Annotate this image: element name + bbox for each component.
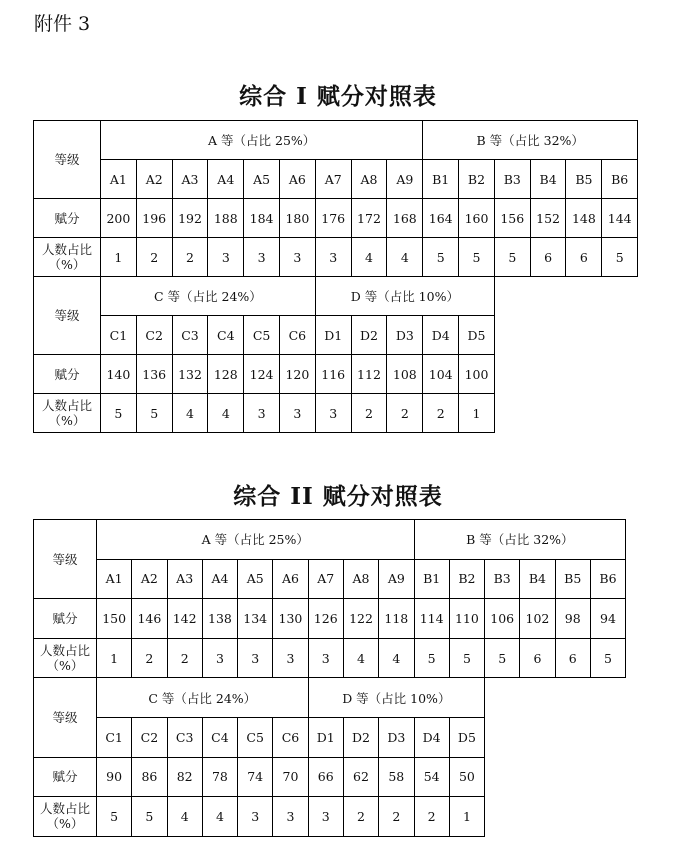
score-cell: 136: [136, 355, 172, 394]
grade-code-cell: B5: [566, 160, 602, 199]
grade-code-cell: C5: [238, 717, 273, 757]
group-header-row: [34, 520, 626, 560]
percent-cell: 5: [449, 638, 484, 678]
grade-code-cell: D1: [308, 717, 343, 757]
percent-cell: 3: [279, 238, 315, 277]
grade-code-cell: C1: [101, 316, 137, 355]
score-cell: 66: [308, 757, 343, 797]
score-cell: 106: [485, 599, 520, 639]
percent-cell: 2: [351, 394, 387, 433]
grade-label: 等级: [34, 277, 101, 355]
percent-cell: 4: [208, 394, 244, 433]
grade-code-row: [34, 316, 638, 355]
grade-code-cell: D5: [459, 316, 495, 355]
percent-cell: 5: [602, 238, 638, 277]
percent-cell: 5: [414, 638, 449, 678]
score-cell: 94: [590, 599, 625, 639]
percent-cell: 3: [244, 394, 280, 433]
percent-cell: 5: [97, 797, 132, 837]
percent-cell: 3: [308, 797, 343, 837]
grade-code-cell: A8: [343, 559, 378, 599]
grade-code-cell: D4: [423, 316, 459, 355]
score-row: [34, 355, 638, 394]
grade-code-cell: C6: [273, 717, 308, 757]
score-cell: 100: [459, 355, 495, 394]
percent-cell: 6: [566, 238, 602, 277]
score-cell: 164: [423, 199, 459, 238]
blank-cell: [485, 757, 626, 797]
grade-code-row: [34, 717, 626, 757]
attachment-label: 附件 3: [34, 13, 91, 35]
grade-label: 等级: [34, 121, 101, 199]
grade-code-cell: A3: [167, 559, 202, 599]
grade-code-cell: A6: [279, 160, 315, 199]
grade-code-cell: A2: [136, 160, 172, 199]
grade-code-cell: D3: [387, 316, 423, 355]
percent-cell: 6: [555, 638, 590, 678]
percent-cell: 4: [387, 238, 423, 277]
grade-code-cell: A9: [379, 559, 414, 599]
blank-cell: [485, 797, 626, 837]
percent-cell: 5: [136, 394, 172, 433]
grade-code-cell: B6: [590, 559, 625, 599]
group-header: C 等（占比 24%）: [101, 277, 316, 316]
percent-cell: 4: [167, 797, 202, 837]
score-cell: 160: [459, 199, 495, 238]
grade-code-cell: D4: [414, 717, 449, 757]
group-header: B 等（占比 32%）: [414, 520, 626, 560]
grade-code-cell: A4: [202, 559, 237, 599]
score-cell: 90: [97, 757, 132, 797]
percent-label: [34, 797, 97, 837]
percent-cell: 6: [520, 638, 555, 678]
grade-code-cell: D3: [379, 717, 414, 757]
percent-label-line2: （%）: [46, 658, 84, 674]
table2: [33, 519, 626, 837]
grade-code-cell: D5: [449, 717, 484, 757]
blank-cell: [494, 316, 637, 355]
percent-cell: 3: [315, 238, 351, 277]
score-cell: 122: [343, 599, 378, 639]
grade-code-cell: A5: [244, 160, 280, 199]
grade-code-cell: A1: [97, 559, 132, 599]
percent-label: [34, 394, 101, 433]
score-cell: 144: [602, 199, 638, 238]
percent-label: [34, 238, 101, 277]
grade-code-cell: C3: [172, 316, 208, 355]
score-cell: 118: [379, 599, 414, 639]
score-cell: 126: [308, 599, 343, 639]
grade-code-cell: C1: [97, 717, 132, 757]
percent-cell: 1: [459, 394, 495, 433]
score-cell: 62: [343, 757, 378, 797]
percent-cell: 1: [449, 797, 484, 837]
score-cell: 110: [449, 599, 484, 639]
blank-cell: [494, 277, 637, 316]
grade-code-cell: B3: [485, 559, 520, 599]
score-cell: 134: [238, 599, 273, 639]
percent-cell: 5: [485, 638, 520, 678]
percent-label: [34, 638, 97, 678]
percent-cell: 3: [273, 797, 308, 837]
grade-code-cell: A8: [351, 160, 387, 199]
score-cell: 140: [101, 355, 137, 394]
grade-code-cell: C6: [279, 316, 315, 355]
percent-cell: 5: [494, 238, 530, 277]
percent-cell: 2: [136, 238, 172, 277]
score-cell: 180: [279, 199, 315, 238]
score-cell: 188: [208, 199, 244, 238]
score-cell: 54: [414, 757, 449, 797]
percent-cell: 4: [343, 638, 378, 678]
grade-code-cell: C2: [132, 717, 167, 757]
percent-cell: 5: [459, 238, 495, 277]
grade-code-cell: A7: [308, 559, 343, 599]
score-cell: 116: [315, 355, 351, 394]
grade-code-cell: B6: [602, 160, 638, 199]
percent-cell: 2: [343, 797, 378, 837]
score-label: 赋分: [34, 199, 101, 238]
percent-label-line1: 人数占比: [41, 242, 92, 257]
score-row: [34, 757, 626, 797]
percent-cell: 3: [279, 394, 315, 433]
score-cell: 98: [555, 599, 590, 639]
score-cell: 138: [202, 599, 237, 639]
percent-cell: 3: [238, 797, 273, 837]
grade-code-cell: A5: [238, 559, 273, 599]
score-cell: 192: [172, 199, 208, 238]
percent-cell: 3: [238, 638, 273, 678]
percent-cell: 1: [101, 238, 137, 277]
percent-cell: 2: [167, 638, 202, 678]
grade-code-cell: B4: [520, 559, 555, 599]
grade-code-cell: D2: [343, 717, 378, 757]
percent-label-line1: 人数占比: [39, 801, 90, 817]
percent-cell: 5: [101, 394, 137, 433]
blank-cell: [494, 394, 637, 433]
group-header: D 等（占比 10%）: [308, 678, 484, 718]
grade-code-cell: B1: [414, 559, 449, 599]
score-cell: 120: [279, 355, 315, 394]
score-cell: 156: [494, 199, 530, 238]
score-cell: 152: [530, 199, 566, 238]
percent-cell: 2: [423, 394, 459, 433]
score-cell: 78: [202, 757, 237, 797]
table1-title: 综合 I 赋分对照表: [239, 83, 437, 110]
grade-code-cell: B2: [449, 559, 484, 599]
group-header-row: [34, 121, 638, 160]
percent-label-line1: 人数占比: [41, 398, 92, 413]
grade-code-cell: B2: [459, 160, 495, 199]
score-cell: 70: [273, 757, 308, 797]
score-cell: 104: [423, 355, 459, 394]
table1: [33, 120, 638, 433]
score-cell: 148: [566, 199, 602, 238]
percent-cell: 3: [315, 394, 351, 433]
grade-code-cell: A6: [273, 559, 308, 599]
percent-cell: 4: [172, 394, 208, 433]
score-cell: 50: [449, 757, 484, 797]
percent-cell: 2: [379, 797, 414, 837]
grade-code-cell: B3: [494, 160, 530, 199]
score-cell: 150: [97, 599, 132, 639]
percent-cell: 5: [132, 797, 167, 837]
group-header: A 等（占比 25%）: [101, 121, 423, 160]
percent-cell: 5: [590, 638, 625, 678]
grade-code-cell: D2: [351, 316, 387, 355]
score-cell: 102: [520, 599, 555, 639]
grade-code-cell: B5: [555, 559, 590, 599]
percent-cell: 3: [273, 638, 308, 678]
score-cell: 146: [132, 599, 167, 639]
score-label: 赋分: [34, 599, 97, 639]
score-row: [34, 599, 626, 639]
percent-cell: 4: [351, 238, 387, 277]
grade-code-cell: C4: [202, 717, 237, 757]
percent-cell: 6: [530, 238, 566, 277]
percent-cell: 4: [202, 797, 237, 837]
score-cell: 128: [208, 355, 244, 394]
score-label: 赋分: [34, 757, 97, 797]
score-cell: 114: [414, 599, 449, 639]
percent-cell: 3: [308, 638, 343, 678]
percent-cell: 2: [387, 394, 423, 433]
score-cell: 168: [387, 199, 423, 238]
blank-cell: [485, 678, 626, 718]
score-cell: 130: [273, 599, 308, 639]
percent-label-line2: （%）: [48, 257, 86, 272]
grade-code-cell: B1: [423, 160, 459, 199]
score-cell: 82: [167, 757, 202, 797]
grade-code-cell: A1: [101, 160, 137, 199]
grade-code-cell: A7: [315, 160, 351, 199]
score-cell: 86: [132, 757, 167, 797]
table2-title: 综合 II 赋分对照表: [233, 483, 443, 510]
percent-cell: 3: [244, 238, 280, 277]
grade-code-cell: C4: [208, 316, 244, 355]
score-cell: 124: [244, 355, 280, 394]
percent-cell: 3: [202, 638, 237, 678]
percent-cell: 4: [379, 638, 414, 678]
percent-row: [34, 238, 638, 277]
score-cell: 74: [238, 757, 273, 797]
score-cell: 172: [351, 199, 387, 238]
grade-code-cell: B4: [530, 160, 566, 199]
grade-code-cell: A2: [132, 559, 167, 599]
percent-cell: 2: [172, 238, 208, 277]
score-row: [34, 199, 638, 238]
grade-code-cell: A4: [208, 160, 244, 199]
blank-cell: [485, 717, 626, 757]
percent-cell: 5: [423, 238, 459, 277]
percent-label-line2: （%）: [48, 413, 86, 428]
grade-label: 等级: [34, 520, 97, 599]
group-header-row: [34, 277, 638, 316]
percent-row: [34, 797, 626, 837]
score-cell: 108: [387, 355, 423, 394]
score-cell: 112: [351, 355, 387, 394]
grade-code-cell: C2: [136, 316, 172, 355]
score-cell: 142: [167, 599, 202, 639]
grade-code-cell: C5: [244, 316, 280, 355]
group-header-row: [34, 678, 626, 718]
percent-row: [34, 394, 638, 433]
percent-label-line1: 人数占比: [39, 643, 90, 659]
group-header: C 等（占比 24%）: [97, 678, 309, 718]
blank-cell: [494, 355, 637, 394]
score-cell: 184: [244, 199, 280, 238]
group-header: B 等（占比 32%）: [423, 121, 638, 160]
grade-code-cell: A3: [172, 160, 208, 199]
grade-code-cell: A9: [387, 160, 423, 199]
grade-code-cell: D1: [315, 316, 351, 355]
grade-code-row: [34, 160, 638, 199]
grade-label: 等级: [34, 678, 97, 757]
percent-label-line2: （%）: [46, 816, 84, 832]
percent-cell: 3: [208, 238, 244, 277]
score-cell: 58: [379, 757, 414, 797]
grade-code-row: [34, 559, 626, 599]
group-header: D 等（占比 10%）: [315, 277, 494, 316]
percent-cell: 2: [414, 797, 449, 837]
grade-code-cell: C3: [167, 717, 202, 757]
score-cell: 196: [136, 199, 172, 238]
score-cell: 176: [315, 199, 351, 238]
percent-cell: 1: [97, 638, 132, 678]
group-header: A 等（占比 25%）: [97, 520, 415, 560]
score-cell: 200: [101, 199, 137, 238]
percent-row: [34, 638, 626, 678]
percent-cell: 2: [132, 638, 167, 678]
score-cell: 132: [172, 355, 208, 394]
score-label: 赋分: [34, 355, 101, 394]
